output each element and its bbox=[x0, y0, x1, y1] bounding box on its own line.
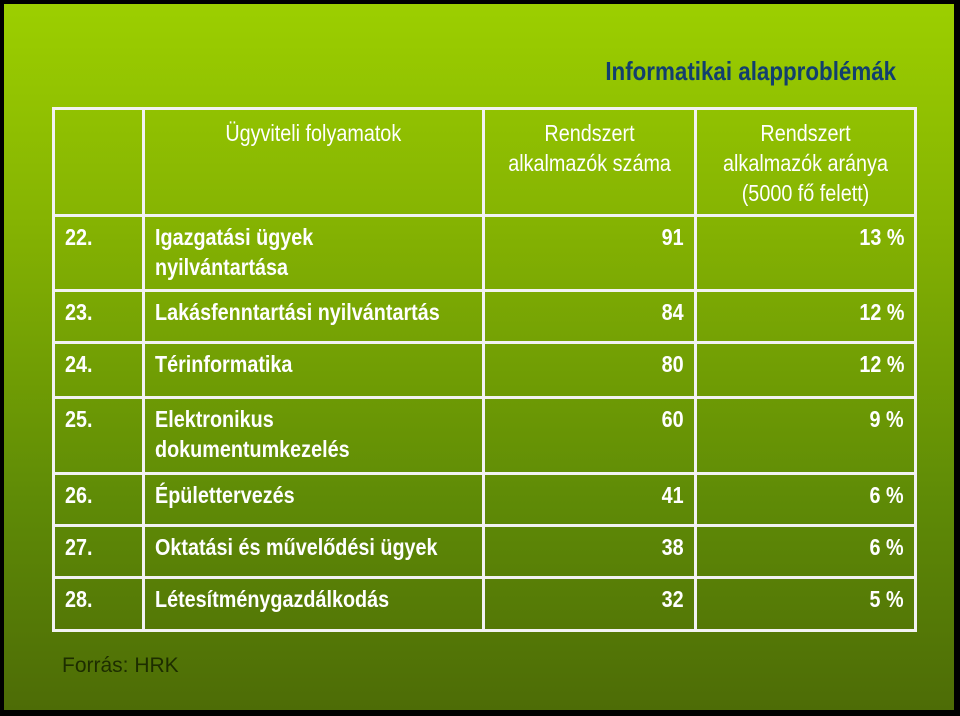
row-number: 22. bbox=[54, 216, 144, 291]
header-count-line1: Rendszert bbox=[544, 120, 635, 146]
slide bbox=[4, 4, 954, 710]
row-count: 32 bbox=[484, 578, 696, 631]
header-process-label: Ügyviteli folyamatok bbox=[225, 120, 402, 146]
data-table bbox=[52, 107, 917, 632]
table-row bbox=[54, 291, 916, 343]
row-ratio: 12 % bbox=[696, 291, 916, 343]
row-ratio: 6 % bbox=[696, 526, 916, 578]
header-process bbox=[144, 109, 484, 216]
row-number: 25. bbox=[54, 398, 144, 474]
row-ratio: 12 % bbox=[696, 343, 916, 398]
header-count-line2: alkalmazók száma bbox=[508, 150, 671, 176]
row-count: 41 bbox=[484, 474, 696, 526]
row-number: 26. bbox=[54, 474, 144, 526]
header-no-cell bbox=[54, 109, 144, 216]
row-label: Lakásfenntartási nyilvántartás bbox=[144, 291, 484, 343]
header-ratio bbox=[696, 109, 916, 216]
row-ratio: 9 % bbox=[696, 398, 916, 474]
row-label: Épülettervezés bbox=[144, 474, 484, 526]
row-count: 38 bbox=[484, 526, 696, 578]
row-label: Igazgatási ügyek nyilvántartása bbox=[144, 216, 484, 291]
row-ratio: 5 % bbox=[696, 578, 916, 631]
slide-title: Informatikai alapproblémák bbox=[605, 56, 896, 86]
row-number: 24. bbox=[54, 343, 144, 398]
row-label: Létesítménygazdálkodás bbox=[144, 578, 484, 631]
row-count: 91 bbox=[484, 216, 696, 291]
row-ratio: 13 % bbox=[696, 216, 916, 291]
source-note: Forrás: HRK bbox=[62, 654, 179, 677]
table-header-row bbox=[54, 109, 916, 216]
row-ratio: 6 % bbox=[696, 474, 916, 526]
row-label: Térinformatika bbox=[144, 343, 484, 398]
header-ratio-line1: Rendszert bbox=[760, 120, 851, 146]
row-count: 60 bbox=[484, 398, 696, 474]
table-row bbox=[54, 526, 916, 578]
table-row bbox=[54, 216, 916, 291]
row-label: Oktatási és művelődési ügyek bbox=[144, 526, 484, 578]
header-ratio-line2: alkalmazók aránya bbox=[723, 150, 888, 176]
table-row bbox=[54, 343, 916, 398]
table-row bbox=[54, 398, 916, 474]
row-count: 80 bbox=[484, 343, 696, 398]
table-row bbox=[54, 578, 916, 631]
row-number: 27. bbox=[54, 526, 144, 578]
table-row bbox=[54, 474, 916, 526]
header-count bbox=[484, 109, 696, 216]
row-count: 84 bbox=[484, 291, 696, 343]
row-number: 23. bbox=[54, 291, 144, 343]
row-number: 28. bbox=[54, 578, 144, 631]
header-ratio-line3: (5000 fő felett) bbox=[741, 180, 870, 206]
row-label: Elektronikus dokumentumkezelés bbox=[144, 398, 484, 474]
